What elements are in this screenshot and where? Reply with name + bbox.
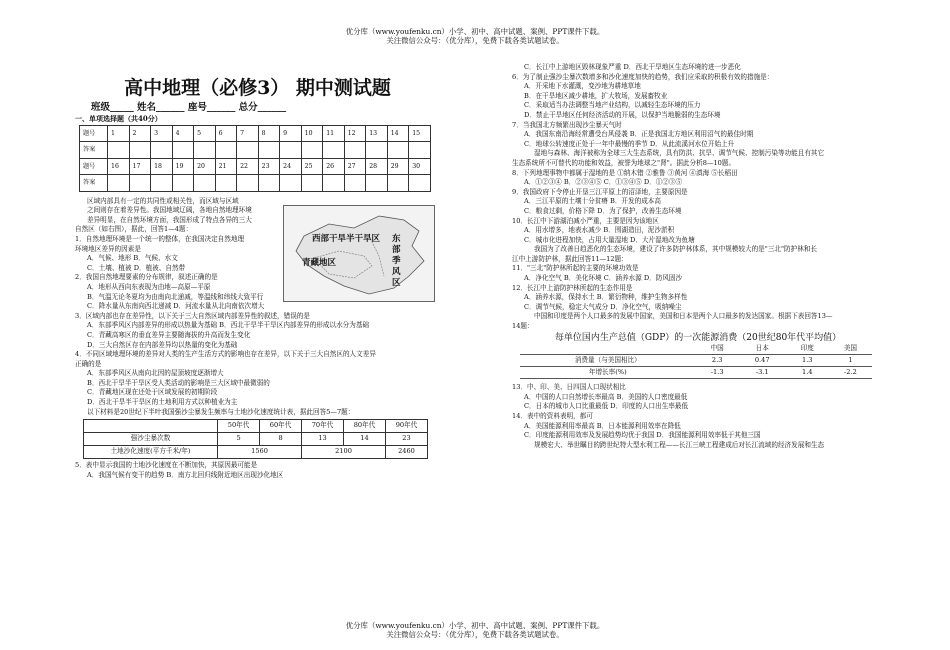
answer-cell[interactable] bbox=[237, 142, 259, 159]
answer-cell[interactable] bbox=[409, 142, 431, 159]
text-line: 以下材料是20世纪下半叶我国强沙尘暴发生频率与土地沙化速度统计表，据此回答5—7题： bbox=[87, 407, 355, 416]
question-number: 27 bbox=[344, 158, 366, 175]
answer-cell[interactable] bbox=[258, 175, 280, 192]
text-line: 湿地与森林、海洋被称为全球三大生态系统，具有防洪、抗旱、调节气候、控制污染等功能且有其它 bbox=[534, 149, 825, 158]
answer-cell[interactable] bbox=[151, 142, 173, 159]
header-cell: 美国 bbox=[829, 343, 872, 355]
answer-cell[interactable] bbox=[323, 175, 345, 192]
data-cell: -1.3 bbox=[696, 367, 739, 379]
data-cell: 13 bbox=[302, 433, 344, 446]
text-line: C．日本的城市人口比重最低 D．印度的人口出生率最低 bbox=[524, 402, 689, 411]
answer-cell[interactable] bbox=[172, 142, 194, 159]
question-number: 26 bbox=[323, 158, 345, 175]
text-line: C．城市化进程加快，占用大量湿地 D．大片湿地改为鱼塘 bbox=[524, 235, 695, 244]
question-number: 8 bbox=[258, 125, 280, 142]
question-number: 9 bbox=[280, 125, 302, 142]
sandstorm-table bbox=[83, 419, 428, 459]
answer-cell[interactable] bbox=[215, 142, 237, 159]
table-header-row bbox=[520, 343, 872, 355]
question-number-row bbox=[80, 158, 431, 175]
question-number: 30 bbox=[409, 158, 431, 175]
answer-cell[interactable] bbox=[237, 175, 259, 192]
header-cell: 印度 bbox=[786, 343, 829, 355]
text-line: A．地形从西向东表现为由地—高原—平原 bbox=[87, 282, 211, 291]
text-line: 14．表中的资料表明，都可 bbox=[512, 412, 593, 420]
text-line: A．美国能源利用率最高 B．日本能源利用效率在降低 bbox=[524, 421, 681, 430]
text-line: A．东部季风区从南向北因的屋顶坡度逐渐增大 bbox=[87, 369, 224, 378]
text-line: B．西北干旱半干旱区受人类活动的影响是三大区域中最微弱的 bbox=[87, 378, 270, 387]
data-cell: 0.47 bbox=[739, 355, 786, 367]
text-line: C．青藏地区现在还处于区域发展的初期阶段 bbox=[87, 388, 218, 397]
text-line: 环境地区差异的因素是 bbox=[75, 244, 141, 253]
energy-table bbox=[520, 343, 872, 379]
data-cell: 年增长率(%) bbox=[520, 367, 696, 379]
questions-5-14 bbox=[512, 63, 884, 332]
answer-cell[interactable] bbox=[151, 175, 173, 192]
answer-row bbox=[80, 175, 431, 192]
header-cell: 50年代 bbox=[218, 420, 260, 433]
table-header-row bbox=[84, 420, 428, 433]
data-cell: 1.4 bbox=[786, 367, 829, 379]
answer-cell[interactable] bbox=[172, 175, 194, 192]
text-line: C．采取适当办法调整当地产业结构，以减轻生态环境的压力 bbox=[524, 101, 701, 110]
map-label-tibet: 青藏地区 bbox=[302, 258, 337, 268]
question-number: 22 bbox=[237, 158, 259, 175]
answer-cell[interactable] bbox=[108, 142, 130, 159]
answer-cell[interactable] bbox=[280, 142, 302, 159]
text-line: C．青藏高寒区的垂直差异主要随海拔的升高而发生变化 bbox=[87, 330, 251, 339]
question-number-row bbox=[80, 125, 431, 142]
text-line: A．①②③④ B．②③④⑤ C．①③④⑤ D．①②③⑤ bbox=[524, 178, 683, 187]
question-number: 19 bbox=[172, 158, 194, 175]
energy-table-caption: 每单位国内生产总值（GDP）的一次能源消费（20世纪80年代平均值） bbox=[554, 332, 842, 343]
text-line: D．西北干旱半干旱区的土地利用方式以种植业为主 bbox=[87, 398, 238, 407]
text-line: 自然区（如右图），据此，回答1—4题： bbox=[75, 225, 193, 234]
text-line: 区域内部具有一定的共同性或相关性，而区域与区域 bbox=[87, 196, 239, 205]
question-number: 25 bbox=[301, 158, 323, 175]
header-cell: 70年代 bbox=[302, 420, 344, 433]
question-number: 23 bbox=[258, 158, 280, 175]
text-line: 生态系统所不可替代的功能和效益，被誉为地球之"肾"。据此分析8—10题。 bbox=[512, 158, 736, 167]
answer-cell[interactable] bbox=[344, 175, 366, 192]
data-cell: -3.1 bbox=[739, 367, 786, 379]
text-line: 14题： bbox=[512, 322, 534, 331]
header-cell: 90年代 bbox=[385, 420, 427, 433]
data-cell: 消费量（与美国相比） bbox=[520, 355, 696, 367]
question-number: 6 bbox=[215, 125, 237, 142]
text-line: 5．表中显示我国的土地沙化速度在不断加快，其原因最可能是 bbox=[75, 461, 258, 470]
text-line: 4．不同区域地理环境的差异对人类的生产生活方式的影响也存在差异，以下关于三大自然区的人文差异 bbox=[75, 350, 376, 359]
answer-cell[interactable] bbox=[129, 175, 151, 192]
text-line: C．印度能源利用效率及发展趋势均优于我国 D．我国能源利用效率低于其他三国 bbox=[524, 431, 761, 440]
answer-table bbox=[79, 125, 431, 192]
text-line: 差异明显，在自然环境方面，我国形成了特点各异的三大 bbox=[87, 215, 252, 224]
questions-13-14 bbox=[512, 383, 884, 450]
question-number: 21 bbox=[215, 158, 237, 175]
china-region-map bbox=[283, 205, 435, 302]
answer-cell[interactable] bbox=[194, 175, 216, 192]
answer-cell[interactable] bbox=[194, 142, 216, 159]
header-cell: 中国 bbox=[696, 343, 739, 355]
section-heading: 一、单项选择题（共40分） bbox=[75, 114, 162, 123]
right-column bbox=[512, 63, 884, 450]
question-number: 24 bbox=[280, 158, 302, 175]
answer-cell[interactable] bbox=[108, 175, 130, 192]
data-cell: 14 bbox=[344, 433, 386, 446]
text-line: 2．我国自然地理要素的分布规律，叙述正确的是 bbox=[75, 273, 218, 282]
text-line: B．在干旱地区减少耕地，扩大牧场，发展畜牧业 bbox=[524, 91, 668, 100]
text-line: 12．长江中上游防护林所起的生态作用是 bbox=[512, 283, 633, 292]
data-cell: 5 bbox=[218, 433, 260, 446]
answer-cell[interactable] bbox=[258, 142, 280, 159]
answer-row bbox=[80, 142, 431, 159]
text-line: 9．我国政府下令停止开垦三江平原上的沼泽地，主要原因是 bbox=[512, 187, 688, 196]
exam-title: 高中地理（必修3） 期中测试题 bbox=[124, 77, 391, 99]
question-number: 28 bbox=[366, 158, 388, 175]
answer-cell[interactable] bbox=[366, 175, 388, 192]
text-line: 7．当我国北方频繁出现沙尘暴天气时 bbox=[512, 120, 622, 129]
question-number: 5 bbox=[194, 125, 216, 142]
data-cell: 土地沙化速度(平方千米/年) bbox=[84, 446, 218, 459]
header-cell: 80年代 bbox=[344, 420, 386, 433]
text-line: C．粮食过剩，价格下降 D．为了保护，改善生态环境 bbox=[524, 206, 682, 215]
footer-line-2: 关注微信公众号：（优分库），免费下载各类试题试卷。 bbox=[386, 630, 564, 639]
map-outline bbox=[284, 206, 434, 301]
answer-cell[interactable] bbox=[301, 175, 323, 192]
data-cell: 强沙尘暴次数 bbox=[84, 433, 218, 446]
question-number: 14 bbox=[387, 125, 409, 142]
answer-cell[interactable] bbox=[344, 142, 366, 159]
data-cell: -2.2 bbox=[829, 367, 872, 379]
table-row bbox=[520, 367, 872, 379]
text-line: 正确的是 bbox=[75, 359, 102, 368]
question-number: 2 bbox=[129, 125, 151, 142]
table-row bbox=[84, 433, 428, 446]
text-line: A．开采地下水灌溉，变沙地为耕地草地 bbox=[524, 82, 641, 91]
text-line: 我国为了改善日趋恶化的生态环境，建设了许多防护林体系，其中规模较大的是"三北"防护林和长 bbox=[534, 245, 818, 254]
answer-cell[interactable] bbox=[323, 142, 345, 159]
question-number: 16 bbox=[108, 158, 130, 175]
question-number: 1 bbox=[108, 125, 130, 142]
question-number: 20 bbox=[194, 158, 216, 175]
header-cell bbox=[520, 343, 696, 355]
header-line-2: 关注微信公众号：（优分库），免费下载各类试题试卷。 bbox=[386, 36, 564, 45]
text-line: A．涵养水源，保持水土 B．繁衍物种，维护生物多样性 bbox=[524, 293, 688, 302]
text-line: 10．长江中下游湖泊减小严重，主要是因为该地区 bbox=[512, 216, 659, 225]
text-line: C．地球公转速度正处于一年中最慢的季节 D．从此流溪河水位开始上升 bbox=[524, 139, 735, 148]
text-line: B．气温无论冬夏均为由南向北递减，等温线和纬线大致平行 bbox=[87, 292, 264, 301]
text-line: A．东部季风区内部差异的形成以热量为基础 B．西北干旱半干旱区内部差异的形成以水分为基础 bbox=[87, 321, 370, 330]
question-number: 13 bbox=[366, 125, 388, 142]
student-info: 班级_____ 姓名______ 座号______ 总分______ bbox=[91, 102, 287, 113]
text-line: 1．自然地理环境是一个统一的整体，在我国决定自然地理 bbox=[75, 234, 245, 243]
page-header bbox=[0, 27, 950, 45]
text-line: 3．区域内部也存在差异性，以下关于三大自然区域内部差异性的叙述，错误的是 bbox=[75, 311, 310, 320]
question-5 bbox=[75, 461, 440, 480]
answer-cell[interactable] bbox=[215, 175, 237, 192]
data-cell: 1560 bbox=[218, 446, 302, 459]
question-number: 12 bbox=[344, 125, 366, 142]
data-cell: 1.3 bbox=[786, 355, 829, 367]
map-label-east: 东部季风区 bbox=[392, 234, 401, 288]
text-line: 6．为了制止强沙尘暴次数增多和沙化速度加快的趋势，我们应采取的积极有效的措施是： bbox=[512, 72, 774, 81]
label-cell: 答案 bbox=[80, 175, 108, 192]
question-number: 29 bbox=[387, 158, 409, 175]
answer-cell[interactable] bbox=[387, 175, 409, 192]
text-line: 13．中、印、美、日四国人口现状相比 bbox=[512, 383, 626, 392]
text-line: 11．"三北"防护林所起的主要的环境功效是 bbox=[512, 264, 639, 273]
text-line: C．调节气候，稳定大气成分 D．净化空气，吸纳噪尘 bbox=[524, 302, 682, 311]
question-number: 3 bbox=[151, 125, 173, 142]
text-line: 中国和印度是两个人口最多的发展中国家，美国和日本是两个人口最多的发达国家。根据下表回答13— bbox=[534, 312, 833, 321]
text-line: A．三江平原的土壤十分贫瘠 B．开发的成本高 bbox=[524, 197, 661, 206]
table-row bbox=[520, 355, 872, 367]
question-number: 10 bbox=[301, 125, 323, 142]
data-cell: 1 bbox=[829, 355, 872, 367]
answer-cell[interactable] bbox=[366, 142, 388, 159]
map-label-northwest: 西部干旱半干旱区 bbox=[312, 234, 381, 244]
answer-cell[interactable] bbox=[129, 142, 151, 159]
question-number: 17 bbox=[129, 158, 151, 175]
data-cell: 2100 bbox=[302, 446, 386, 459]
text-line: A．我国气候有变干的趋势 B．南方北回归线附近地区出现沙化地区 bbox=[87, 470, 284, 479]
data-cell: 8 bbox=[260, 433, 302, 446]
data-cell: 2460 bbox=[385, 446, 427, 459]
table-row bbox=[84, 446, 428, 459]
intro-text bbox=[75, 197, 280, 274]
text-line: 之间则存在着差异性。我国地域辽阔，各地自然地理环境 bbox=[87, 206, 252, 215]
text-line: C．降水量从东南向西北递减 D．河流水量从北向南依次增大 bbox=[87, 302, 265, 311]
footer-line-1: 优分库（www.youfenku.cn）小学、初中、高中试题、案例、PPT课件下载。 bbox=[345, 621, 605, 630]
text-line: A．中国的人口自然增长率最高 B．美国的人口密度最低 bbox=[524, 392, 688, 401]
text-line: 8．下列地理事物中都属于湿地的是 ①纳木错 ②雅鲁 ③黄河 ④滇海 ⑤长稻田 bbox=[512, 168, 738, 177]
text-line: C．土壤、植被 D．植被、自然带 bbox=[87, 263, 186, 272]
text-line: C．长江中上游地区毁林现象严重 D．西北干旱地区生态环境的进一步恶化 bbox=[524, 63, 741, 71]
question-number: 11 bbox=[323, 125, 345, 142]
text-line: D．三大自然区存在内部差异均以热量的变化为基础 bbox=[87, 340, 238, 349]
header-line-1: 优分库（www.youfenku.cn）小学、初中、高中试题、案例、PPT课件下载。 bbox=[345, 27, 605, 36]
answer-cell[interactable] bbox=[280, 175, 302, 192]
page-footer bbox=[0, 621, 950, 639]
text-line: A．我国东南沿海经常遭受台风侵袭 B．正是我国北方地区利用沼气的最佳时期 bbox=[524, 130, 754, 139]
header-cell: 日本 bbox=[739, 343, 786, 355]
answer-cell[interactable] bbox=[301, 142, 323, 159]
header-cell: 60年代 bbox=[260, 420, 302, 433]
header-cell bbox=[84, 420, 218, 433]
question-number: 15 bbox=[409, 125, 431, 142]
label-cell: 答案 bbox=[80, 142, 108, 159]
text-line: A．用水增多，地表水减少 B．围湖造田，泥沙淤积 bbox=[524, 226, 675, 235]
label-cell: 题号 bbox=[80, 125, 108, 142]
text-line: 江中上游防护林，据此回答11—12题： bbox=[512, 254, 628, 263]
question-number: 4 bbox=[172, 125, 194, 142]
data-cell: 2.3 bbox=[696, 355, 739, 367]
text-line: A．气候、地形 B．气候、水文 bbox=[87, 254, 178, 263]
text-line: D．禁止干旱地区任何经济活动的开展，以保护当地脆弱的生态环境 bbox=[524, 110, 721, 119]
text-line: A．净化空气 B．美化环境 C．涵养水源 D．防风固沙 bbox=[524, 274, 683, 283]
answer-cell[interactable] bbox=[409, 175, 431, 192]
question-number: 18 bbox=[151, 158, 173, 175]
label-cell: 题号 bbox=[80, 158, 108, 175]
question-number: 7 bbox=[237, 125, 259, 142]
text-line: 规模宏大、举世瞩目的跨世纪特大型水利工程——长江三峡工程建成后对长江流域的经济发展和生态 bbox=[534, 440, 825, 449]
answer-cell[interactable] bbox=[387, 142, 409, 159]
data-cell: 23 bbox=[385, 433, 427, 446]
